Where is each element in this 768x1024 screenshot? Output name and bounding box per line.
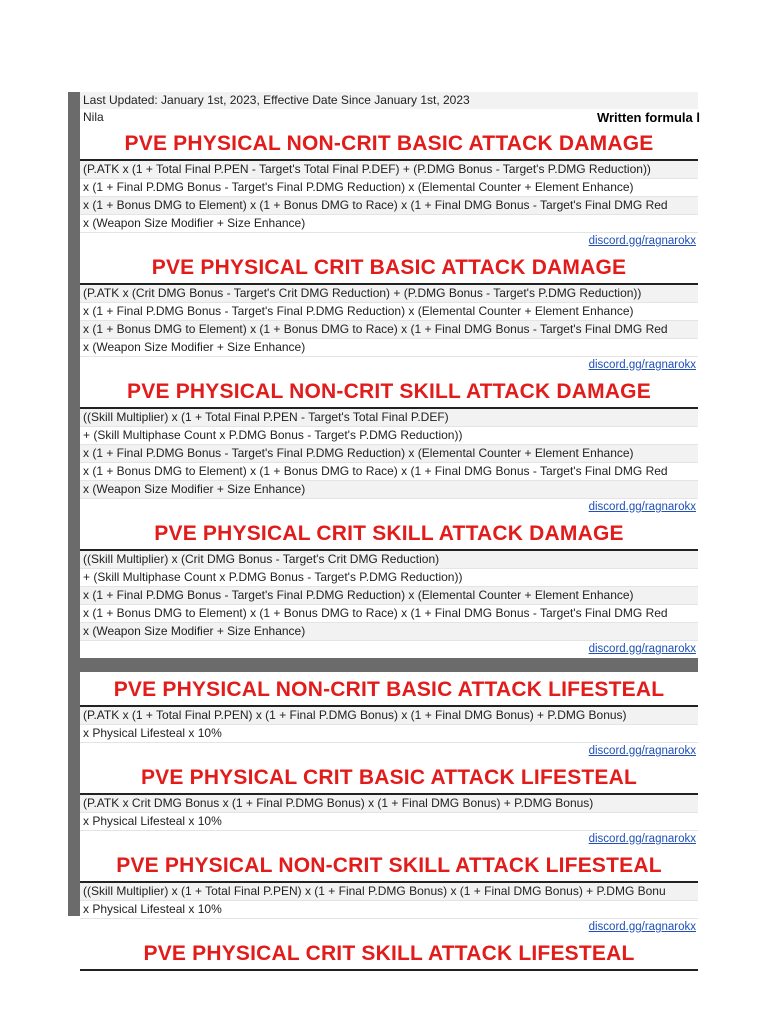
formula-section [80,672,698,760]
written-formula-label: Written formula l [591,109,700,126]
discord-link-row [80,831,698,848]
formula-line: x (1 + Bonus DMG to Element) x (1 + Bonus DMG to Race) x (1 + Final DMG Bonus - Target's Final DMG Red [80,463,698,481]
formula-line: ((Skill Multiplier) x (Crit DMG Bonus - Target's Crit DMG Reduction) [80,551,698,569]
discord-link[interactable]: discord.gg/ragnarokx [588,359,696,371]
discord-link-row [80,919,698,936]
discord-link[interactable]: discord.gg/ragnarokx [588,643,696,655]
section-title: PVE PHYSICAL CRIT BASIC ATTACK LIFESTEAL [80,763,698,795]
section-title: PVE PHYSICAL CRIT SKILL ATTACK LIFESTEAL [80,939,698,971]
formula-line: x Physical Lifesteal x 10% [80,725,698,743]
section-divider-bar [68,658,698,672]
formula-section [80,126,698,250]
formula-line: x (1 + Bonus DMG to Element) x (1 + Bonus DMG to Race) x (1 + Final DMG Bonus - Target's Final DMG Red [80,605,698,623]
formula-section [80,250,698,374]
section-title: PVE PHYSICAL NON-CRIT BASIC ATTACK LIFESTEAL [80,675,698,707]
author-name: Nila [83,110,104,124]
discord-link-row [80,357,698,374]
section-title: PVE PHYSICAL CRIT SKILL ATTACK DAMAGE [80,519,698,551]
author-row [80,109,698,126]
section-title: PVE PHYSICAL NON-CRIT BASIC ATTACK DAMAGE [80,129,698,161]
discord-link-row [80,233,698,250]
formula-line: x (1 + Final P.DMG Bonus - Target's Final P.DMG Reduction) x (Elemental Counter + Element Enhance) [80,587,698,605]
formula-section [80,374,698,516]
formula-line: x (Weapon Size Modifier + Size Enhance) [80,215,698,233]
discord-link[interactable]: discord.gg/ragnarokx [588,921,696,933]
formula-line: x Physical Lifesteal x 10% [80,901,698,919]
left-gray-bar [68,92,80,916]
discord-link-row [80,499,698,516]
formula-section [80,936,698,971]
discord-link[interactable]: discord.gg/ragnarokx [588,501,696,513]
formula-line: x (1 + Bonus DMG to Element) x (1 + Bonus DMG to Race) x (1 + Final DMG Bonus - Target's Final DMG Red [80,197,698,215]
formula-section [80,760,698,848]
section-title: PVE PHYSICAL CRIT BASIC ATTACK DAMAGE [80,253,698,285]
section-title: PVE PHYSICAL NON-CRIT SKILL ATTACK DAMAGE [80,377,698,409]
formula-line: x (Weapon Size Modifier + Size Enhance) [80,481,698,499]
formula-section [80,516,698,658]
formula-line: x (Weapon Size Modifier + Size Enhance) [80,623,698,641]
formula-section [80,848,698,936]
formula-line: ((Skill Multiplier) x (1 + Total Final P.PEN) x (1 + Final P.DMG Bonus) x (1 + Final DMG Bonus) + P.DMG Bonu [80,883,698,901]
discord-link-row [80,743,698,760]
formula-line: (P.ATK x (1 + Total Final P.PEN) x (1 + Final P.DMG Bonus) x (1 + Final DMG Bonus) + P.DMG Bonus) [80,707,698,725]
formula-line: x Physical Lifesteal x 10% [80,813,698,831]
last-updated-text: Last Updated: January 1st, 2023, Effective Date Since January 1st, 2023 [83,93,470,107]
spreadsheet-page [68,92,700,965]
lifesteal-sections [80,672,698,971]
section-title: PVE PHYSICAL NON-CRIT SKILL ATTACK LIFESTEAL [80,851,698,883]
damage-sections [80,126,698,658]
formula-line: (P.ATK x Crit DMG Bonus x (1 + Final P.DMG Bonus) x (1 + Final DMG Bonus) + P.DMG Bonus) [80,795,698,813]
formula-line: x (1 + Final P.DMG Bonus - Target's Final P.DMG Reduction) x (Elemental Counter + Element Enhance) [80,179,698,197]
last-updated-row [80,92,698,109]
formula-line: x (1 + Final P.DMG Bonus - Target's Final P.DMG Reduction) x (Elemental Counter + Element Enhance) [80,445,698,463]
formula-line: x (1 + Bonus DMG to Element) x (1 + Bonus DMG to Race) x (1 + Final DMG Bonus - Target's Final DMG Red [80,321,698,339]
discord-link[interactable]: discord.gg/ragnarokx [588,235,696,247]
formula-line: ((Skill Multiplier) x (1 + Total Final P.PEN - Target's Total Final P.DEF) [80,409,698,427]
formula-line: x (1 + Final P.DMG Bonus - Target's Final P.DMG Reduction) x (Elemental Counter + Element Enhance) [80,303,698,321]
discord-link-row [80,641,698,658]
formula-line: (P.ATK x (1 + Total Final P.PEN - Target's Total Final P.DEF) + (P.DMG Bonus - Target's P.DMG Reduction)) [80,161,698,179]
formula-line: x (Weapon Size Modifier + Size Enhance) [80,339,698,357]
formula-line: (P.ATK x (Crit DMG Bonus - Target's Crit DMG Reduction) + (P.DMG Bonus - Target's P.DMG Reduction)) [80,285,698,303]
discord-link[interactable]: discord.gg/ragnarokx [588,745,696,757]
discord-link[interactable]: discord.gg/ragnarokx [588,833,696,845]
formula-line: + (Skill Multiphase Count x P.DMG Bonus - Target's P.DMG Reduction)) [80,569,698,587]
sheet-content [80,92,698,971]
formula-line: + (Skill Multiphase Count x P.DMG Bonus - Target's P.DMG Reduction)) [80,427,698,445]
